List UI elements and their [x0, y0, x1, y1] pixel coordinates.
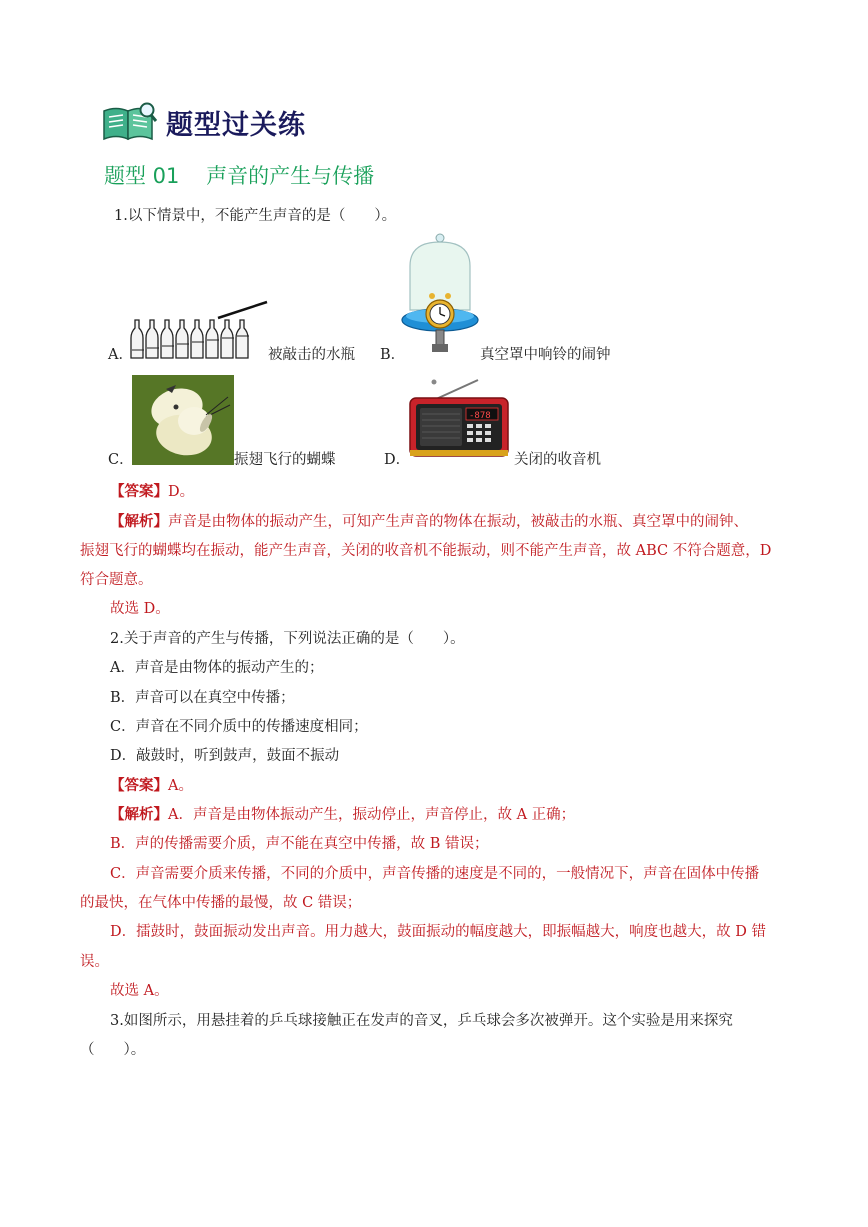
q2-analysis-line-2: B．声的传播需要介质，声不能在真空中传播，故 B 错误； — [110, 836, 489, 852]
radio-image — [408, 378, 514, 460]
q2-analysis-line-6: 误。 — [80, 954, 109, 970]
q1-analysis-line-2: 振翅飞行的蝴蝶均在振动，能产生声音，关闭的收音机不能振动，则不能产生声音，故 ABC 不符合题意，D — [80, 543, 772, 559]
q1-stem: 1.以下情景中，不能产生声音的是（ ）。 — [114, 208, 397, 224]
q1-conclusion: 故选 D。 — [110, 601, 170, 617]
q2-option-d: D．敲鼓时，听到鼓声，鼓面不振动 — [110, 748, 340, 764]
q2-analysis-line-5: D．擂鼓时，鼓面振动发出声音。用力越大，鼓面振动的幅度越大，即振幅越大，响度也越大，故 D 错 — [110, 924, 766, 940]
butterfly-image — [132, 375, 234, 465]
q1-option-a-key: A． — [108, 347, 133, 363]
q1-option-b-key: B． — [380, 347, 406, 363]
q1-answer: 【答案】D。 — [110, 483, 195, 500]
q2-option-a: A．声音是由物体的振动产生的； — [110, 660, 324, 676]
q3-stem-line-2: （ ）。 — [80, 1042, 146, 1058]
banner-title: 题型过关练 — [166, 109, 306, 141]
vacuum-bell-jar-image — [400, 232, 480, 362]
q1-option-c-text: 振翅飞行的蝴蝶 — [234, 452, 336, 468]
q2-analysis-line-1: 【解析】A．声音是由物体振动产生，振动停止，声音停止，故 A 正确； — [110, 806, 576, 823]
q1-option-d-text: 关闭的收音机 — [514, 452, 601, 468]
radio-display: -878 — [469, 411, 491, 421]
section-title: 题型 01 声音的产生与传播 — [104, 164, 375, 188]
q1-option-a-text: 被敲击的水瓶 — [268, 347, 355, 363]
q1-analysis-line-1: 【解析】声音是由物体的振动产生，可知产生声音的物体在振动，被敲击的水瓶、真空罩中的闹钟、 — [110, 513, 748, 530]
q2-analysis-line-4: 的最快，在气体中传播的最慢，故 C 错误； — [80, 895, 362, 911]
q2-option-c: C．声音在不同介质中的传播速度相同； — [110, 719, 368, 735]
q1-option-b-text: 真空罩中响铃的闹钟 — [480, 347, 611, 363]
q1-option-c-key: C． — [108, 452, 134, 468]
water-bottles-image — [130, 290, 270, 362]
q1-analysis-line-3: 符合题意。 — [80, 572, 153, 588]
q3-stem-line-1: 3.如图所示，用悬挂着的乒乓球接触正在发声的音叉，乒乓球会多次被弹开。这个实验是用来探究 — [110, 1013, 733, 1029]
book-magnifier-icon — [100, 101, 158, 143]
q2-option-b: B．声音可以在真空中传播； — [110, 690, 295, 706]
q1-option-d-key: D． — [384, 452, 411, 468]
q2-conclusion: 故选 A。 — [110, 983, 169, 999]
section-banner — [100, 100, 306, 144]
q2-analysis-line-3: C．声音需要介质来传播，不同的介质中，声音传播的速度是不同的，一般情况下，声音在固体中传播 — [110, 866, 760, 882]
q2-stem: 2.关于声音的产生与传播，下列说法正确的是（ ）。 — [110, 631, 465, 647]
q2-answer: 【答案】A。 — [110, 777, 193, 794]
